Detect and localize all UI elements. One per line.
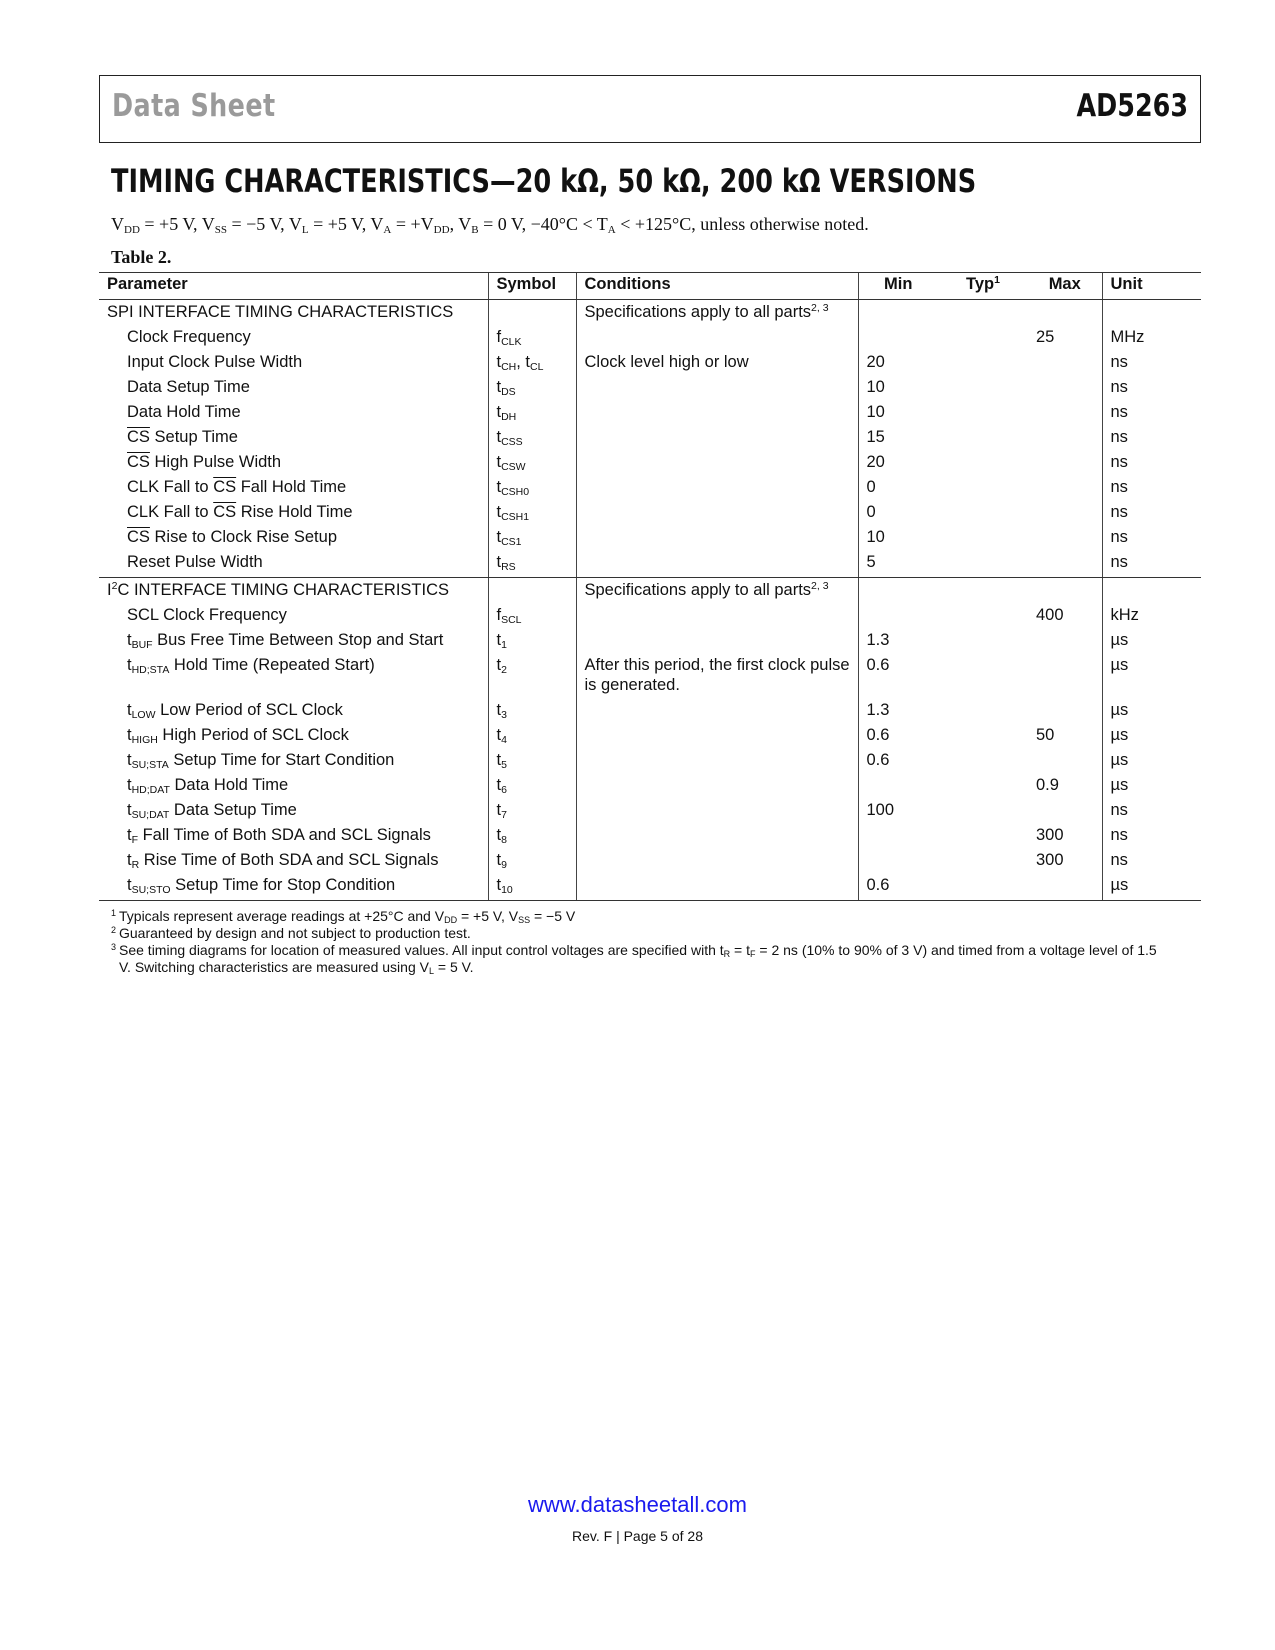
table-row: $t_{SU;STA}$ Setup Time for Start Condition $t_5$ 0.6 µs <box>99 750 1201 775</box>
table-row: Data Hold Time $t_{DH}$ 10 ns <box>99 402 1201 427</box>
table-row: Clock Frequency $f_{CLK}$ 25 MHz <box>99 327 1201 352</box>
table-row: CLK Fall to $\overline{CS}$ Fall Hold Time $t_{CSH0}$ 0 ns <box>99 477 1201 502</box>
table-row: $t_{BUF}$ Bus Free Time Between Stop and Start $t_1$ 1.3 µs <box>99 630 1201 655</box>
table-row: SCL Clock Frequency $f_{SCL}$ 400 kHz <box>99 605 1201 630</box>
table-row: $t_F$ Fall Time of Both SDA and SCL Signals $t_8$ 300 ns <box>99 825 1201 850</box>
col-conditions: Conditions <box>576 273 858 300</box>
header-part-number: AD5263 <box>1076 88 1188 124</box>
table-row: $t_R$ Rise Time of Both SDA and SCL Signals $t_9$ 300 ns <box>99 850 1201 875</box>
page-header <box>99 75 1201 143</box>
table-row: $\overline{CS}$ High Pulse Width $t_{CSW}$ 20 ns <box>99 452 1201 477</box>
table-row: $t_{SU;STO}$ Setup Time for Stop Condition $t_{10}$ 0.6 µs <box>99 875 1201 901</box>
table-caption: Table 2. <box>111 247 172 267</box>
table-row: Reset Pulse Width $t_{RS}$ 5 ns <box>99 552 1201 578</box>
table-row: $\overline{CS}$ Setup Time $t_{CSS}$ 15 ns <box>99 427 1201 452</box>
col-min: Min <box>858 273 938 300</box>
table-row: CLK Fall to $\overline{CS}$ Rise Hold Time $t_{CSH1}$ 0 ns <box>99 502 1201 527</box>
table-header-row <box>99 273 1201 300</box>
col-max: Max <box>1028 273 1102 300</box>
footnote-3: 3 See timing diagrams for location of measured values. All input control voltages are specified with $t_R = t_F = 2$ ns (10% to 90% of 3 V) and timed from a voltage level of 1.5 V. Switching characteristics are measured using $V_L = 5$ V. <box>111 942 1157 976</box>
section-title: TIMING CHARACTERISTICS—20 kΩ, 50 kΩ, 200 kΩ VERSIONS <box>111 162 977 200</box>
timing-table <box>99 272 1201 901</box>
table-row: $t_{SU;DAT}$ Data Setup Time $t_7$ 100 ns <box>99 800 1201 825</box>
col-typ: Typ$^1$ <box>938 273 1028 300</box>
header-doc-type: Data Sheet <box>112 88 276 124</box>
table-row: $\overline{CS}$ Rise to Clock Rise Setup $t_{CS1}$ 10 ns <box>99 527 1201 552</box>
spi-group-heading: SPI INTERFACE TIMING CHARACTERISTICS Specifications apply to all parts$^{2, 3}$ <box>99 300 1201 328</box>
footer-website-link[interactable]: www.datasheetall.com <box>528 1492 747 1517</box>
footer-page-number: Rev. F | Page 5 of 28 <box>571 1528 703 1544</box>
footnote-2: 2 Guaranteed by design and not subject to production test. <box>111 925 471 941</box>
footnote-1: 1 Typicals represent average readings at +25°C and $V_{DD} = +5$ V, $V_{SS} = -5$ V <box>111 908 576 925</box>
table-row: Data Setup Time $t_{DS}$ 10 ns <box>99 377 1201 402</box>
i2c-group-heading: $I^2C$ INTERFACE TIMING CHARACTERISTICS Specifications apply to all parts$^{2, 3}$ <box>99 578 1201 606</box>
table-row: $t_{HD;DAT}$ Data Hold Time $t_6$ 0.9 µs <box>99 775 1201 800</box>
table-row: $t_{HIGH}$ High Period of SCL Clock $t_4$ 0.6 50 µs <box>99 725 1201 750</box>
table-row: $t_{LOW}$ Low Period of SCL Clock $t_3$ 1.3 µs <box>99 700 1201 725</box>
test-conditions: $V_{DD} = +5$ V, $V_{SS} = -5$ V, $V_L = +5$ V, $V_A = +V_{DD}$, $V_B = 0$ V, $-40^\circ C < T_A < +125^\circ C$, unless otherwise noted. <box>111 214 869 236</box>
col-unit: Unit <box>1102 273 1201 300</box>
col-parameter: Parameter <box>99 273 488 300</box>
footnotes <box>111 908 1171 976</box>
table-row: Input Clock Pulse Width $t_{CH}$, $t_{CL}$ Clock level high or low 20 ns <box>99 352 1201 377</box>
col-symbol: Symbol <box>488 273 576 300</box>
table-row: $t_{HD;STA}$ Hold Time (Repeated Start) $t_2$ After this period, the first clock pulse is generated. 0.6 µs <box>99 655 1201 700</box>
